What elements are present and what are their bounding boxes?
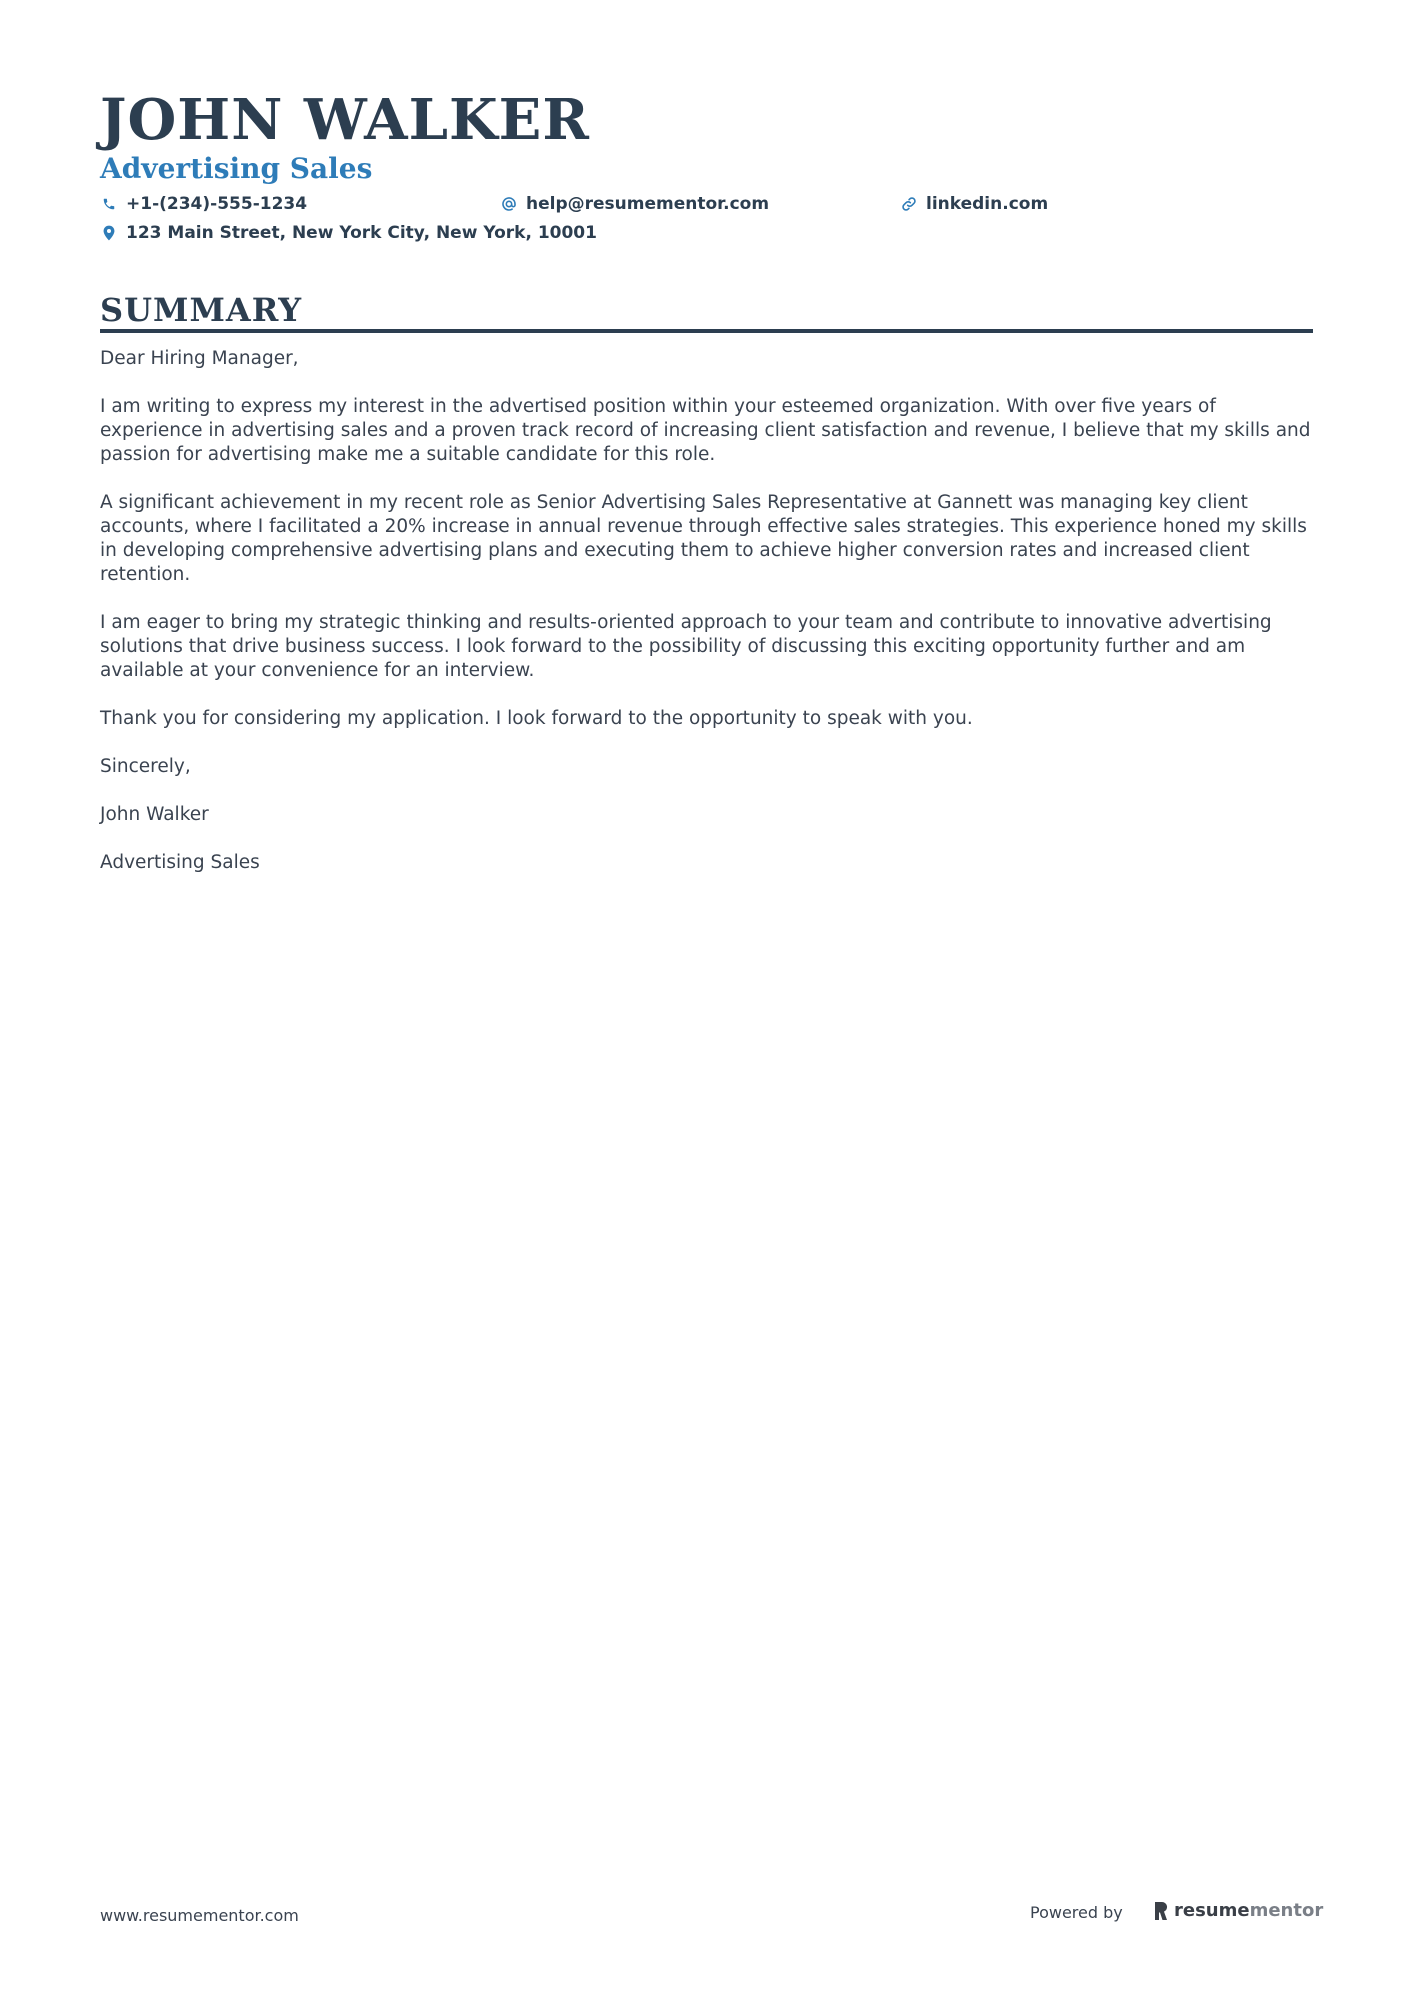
contact-email[interactable] bbox=[501, 193, 769, 215]
section-divider bbox=[100, 329, 1313, 333]
candidate-name: JOHN WALKER bbox=[100, 87, 590, 153]
contact-link[interactable] bbox=[901, 193, 1048, 215]
contact-phone bbox=[101, 193, 307, 215]
letter-closing: Sincerely, bbox=[100, 756, 191, 777]
summary-heading: SUMMARY bbox=[100, 291, 303, 329]
address-text: 123 Main Street, New York City, New York, 10001 bbox=[126, 223, 597, 243]
link-text[interactable]: linkedin.com bbox=[926, 194, 1049, 214]
link-icon bbox=[901, 196, 917, 212]
letter-signature-name: John Walker bbox=[100, 804, 209, 825]
email-text[interactable]: help@resumementor.com bbox=[526, 194, 770, 214]
brand-text-resume: resume bbox=[1174, 1900, 1250, 1921]
location-pin-icon bbox=[101, 225, 117, 241]
candidate-role: Advertising Sales bbox=[100, 152, 373, 185]
resumementor-logo-icon bbox=[1152, 1900, 1170, 1922]
letter-paragraph: Thank you for considering my application. I look forward to the opportunity to speak with you. bbox=[100, 708, 973, 729]
phone-text: +1-(234)-555-1234 bbox=[126, 194, 308, 214]
letter-paragraph: I am writing to express my interest in the advertised position within your esteemed organization. With over five years of experience in advertising sales and a proven track record of increasing client satisfaction and revenue, I believe that my skills and passion for advertising make me a suitable candidate for this role. bbox=[100, 396, 1311, 465]
brand-logo[interactable] bbox=[1152, 1900, 1323, 1922]
letter-signature-role: Advertising Sales bbox=[100, 852, 260, 873]
letter-paragraph: A significant achievement in my recent role as Senior Advertising Sales Representative at Gannett was managing key client accounts, where I facilitated a 20% increase in annual revenue through effective sales strategies. This experience honed my skills in developing comprehensive advertising plans and executing them to achieve higher conversion rates and increased client retention. bbox=[100, 492, 1307, 585]
letter-greeting: Dear Hiring Manager, bbox=[100, 348, 299, 369]
contact-address bbox=[101, 222, 597, 244]
letter-body bbox=[100, 347, 1315, 899]
phone-icon bbox=[101, 196, 117, 212]
at-icon bbox=[501, 196, 517, 212]
letter-paragraph: I am eager to bring my strategic thinking and results-oriented approach to your team and contribute to innovative advertising solutions that drive business success. I look forward to the possibility of discussing this exciting opportunity further and am available at your convenience for an interview. bbox=[100, 612, 1272, 681]
brand-text-mentor: mentor bbox=[1249, 1900, 1324, 1921]
powered-by-label: Powered by bbox=[1030, 1903, 1123, 1922]
footer-url[interactable]: www.resumementor.com bbox=[100, 1906, 299, 1925]
